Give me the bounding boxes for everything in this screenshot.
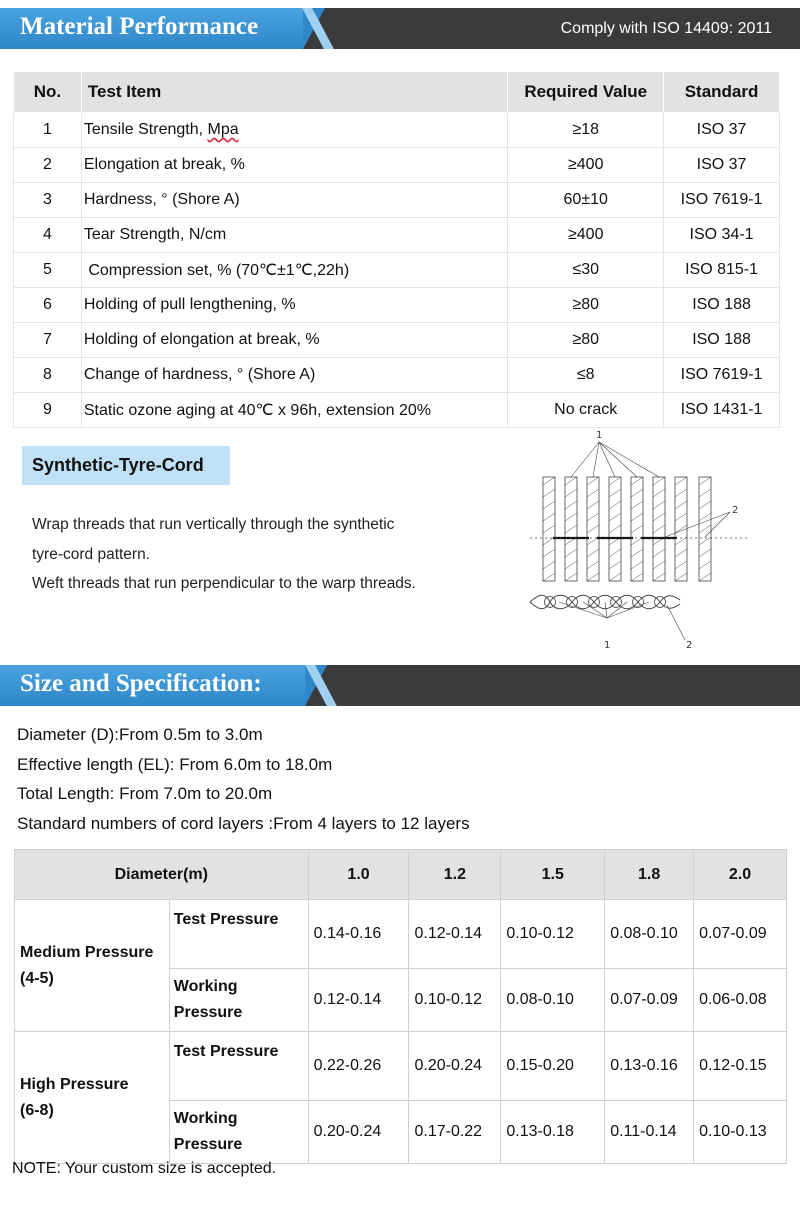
standard: ISO 188	[664, 288, 780, 323]
pressure-value: 0.10-0.12	[501, 900, 605, 969]
row-number: 2	[14, 148, 82, 183]
table-row	[14, 358, 780, 393]
pressure-value: 0.15-0.20	[501, 1032, 605, 1101]
table-row	[14, 393, 780, 428]
header-diameter-value: 1.5	[501, 850, 605, 900]
standard: ISO 37	[664, 113, 780, 148]
required-value: No crack	[508, 393, 664, 428]
standard: ISO 188	[664, 323, 780, 358]
size-specification-banner	[0, 665, 800, 706]
required-value: ≥80	[508, 288, 664, 323]
required-value: ≥18	[508, 113, 664, 148]
standard: ISO 34-1	[664, 218, 780, 253]
standard: ISO 7619-1	[664, 358, 780, 393]
size-specification-title: Size and Specification:	[20, 670, 262, 697]
required-value: ≥80	[508, 323, 664, 358]
header-diameter-value: 1.8	[605, 850, 694, 900]
pressure-value: 0.20-0.24	[409, 1032, 501, 1101]
pressure-value: 0.14-0.16	[308, 900, 409, 969]
standard: ISO 1431-1	[664, 393, 780, 428]
pressure-value: 0.12-0.15	[694, 1032, 787, 1101]
tyre-cord-diagram	[525, 425, 755, 655]
diagram-label-1-bottom: 1	[604, 640, 611, 651]
table-row	[15, 1032, 787, 1101]
synthetic-tyre-cord-heading	[22, 446, 230, 485]
description-line: tyre-cord pattern.	[32, 545, 151, 563]
group-medium-pressure: Medium Pressure (4-5)	[15, 900, 170, 1032]
standard: ISO 7619-1	[664, 183, 780, 218]
row-label-working-pressure: Working Pressure	[169, 969, 308, 1032]
test-item: Elongation at break, %	[81, 148, 507, 183]
test-item: Static ozone aging at 40℃ x 96h, extension 20%	[81, 393, 507, 428]
header-diameter-value: 1.2	[409, 850, 501, 900]
pressure-value: 0.13-0.16	[605, 1032, 694, 1101]
table-header-row	[14, 72, 780, 113]
pressure-value: 0.13-0.18	[501, 1101, 605, 1164]
material-performance-banner	[0, 8, 800, 49]
table-row	[14, 253, 780, 288]
diagram-label-1: 1	[596, 430, 603, 441]
pressure-value: 0.11-0.14	[605, 1101, 694, 1164]
table-row	[14, 183, 780, 218]
test-item: Holding of elongation at break, %	[81, 323, 507, 358]
pressure-spec-table	[14, 849, 787, 1164]
required-value: ≤30	[508, 253, 664, 288]
callout-lines	[559, 442, 730, 640]
row-label-working-pressure: Working Pressure	[169, 1101, 308, 1164]
standard: ISO 815-1	[664, 253, 780, 288]
header-test-item: Test Item	[81, 72, 507, 113]
row-label-test-pressure: Test Pressure	[169, 900, 308, 969]
table-row	[14, 218, 780, 253]
material-performance-title: Material Performance	[20, 13, 259, 40]
pressure-value: 0.20-0.24	[308, 1101, 409, 1164]
description-line: Wrap threads that run vertically through the synthetic	[32, 516, 395, 533]
header-diameter-value: 1.0	[308, 850, 409, 900]
row-number: 6	[14, 288, 82, 323]
spec-diameter: Diameter (D):From 0.5m to 3.0m	[17, 725, 263, 744]
row-number: 5	[14, 253, 82, 288]
header-diameter-value: 2.0	[694, 850, 787, 900]
test-item: Hardness, ° (Shore A)	[81, 183, 507, 218]
table-row	[15, 900, 787, 969]
table-row	[14, 148, 780, 183]
material-performance-table	[13, 71, 780, 428]
tyre-cord-description	[32, 510, 482, 599]
pressure-value: 0.12-0.14	[308, 969, 409, 1032]
diagram-label-2: 2	[732, 505, 739, 516]
row-number: 3	[14, 183, 82, 218]
pressure-value: 0.08-0.10	[605, 900, 694, 969]
diagram-label-2-bottom: 2	[686, 640, 693, 651]
header-diameter: Diameter(m)	[15, 850, 309, 900]
group-high-pressure: High Pressure (6-8)	[15, 1032, 170, 1164]
synthetic-tyre-cord-title: Synthetic-Tyre-Cord	[32, 455, 204, 475]
spellcheck-word: Mpa	[207, 121, 239, 138]
table-row	[14, 113, 780, 148]
row-number: 8	[14, 358, 82, 393]
required-value: 60±10	[508, 183, 664, 218]
pressure-value: 0.07-0.09	[605, 969, 694, 1032]
spec-effective-length: Effective length (EL): From 6.0m to 18.0m	[17, 754, 333, 774]
test-item: Compression set, % (70℃±1℃,22h)	[81, 253, 507, 288]
row-number: 4	[14, 218, 82, 253]
required-value: ≥400	[508, 218, 664, 253]
standard: ISO 37	[664, 148, 780, 183]
custom-size-note: NOTE: Your custom size is accepted.	[12, 1160, 277, 1177]
pressure-value: 0.10-0.12	[409, 969, 501, 1032]
pressure-value: 0.17-0.22	[409, 1101, 501, 1164]
table-header-row	[15, 850, 787, 900]
pressure-value: 0.22-0.26	[308, 1032, 409, 1101]
description-line: Weft threads that run perpendicular to the warp threads.	[32, 575, 416, 592]
header-no: No.	[14, 72, 82, 113]
test-item: Change of hardness, ° (Shore A)	[81, 358, 507, 393]
row-number: 1	[14, 113, 82, 148]
pressure-value: 0.08-0.10	[501, 969, 605, 1032]
spec-cord-layers: Standard numbers of cord layers :From 4 layers to 12 layers	[17, 814, 470, 834]
row-number: 9	[14, 393, 82, 428]
iso-compliance-text: Comply with ISO 14409: 2011	[560, 20, 772, 37]
required-value: ≤8	[508, 358, 664, 393]
header-standard: Standard	[664, 72, 780, 113]
test-item: Tensile Strength, Mpa	[81, 113, 507, 148]
spec-total-length: Total Length: From 7.0m to 20.0m	[17, 784, 273, 804]
required-value: ≥400	[508, 148, 664, 183]
pressure-value: 0.06-0.08	[694, 969, 787, 1032]
table-row	[14, 323, 780, 358]
row-label-test-pressure: Test Pressure	[169, 1032, 308, 1101]
test-item: Holding of pull lengthening, %	[81, 288, 507, 323]
test-item: Tear Strength, N/cm	[81, 218, 507, 253]
pressure-value: 0.10-0.13	[694, 1101, 787, 1164]
table-row	[14, 288, 780, 323]
header-required-value: Required Value	[508, 72, 664, 113]
size-spec-list	[17, 720, 470, 839]
pressure-value: 0.12-0.14	[409, 900, 501, 969]
pressure-value: 0.07-0.09	[694, 900, 787, 969]
row-number: 7	[14, 323, 82, 358]
